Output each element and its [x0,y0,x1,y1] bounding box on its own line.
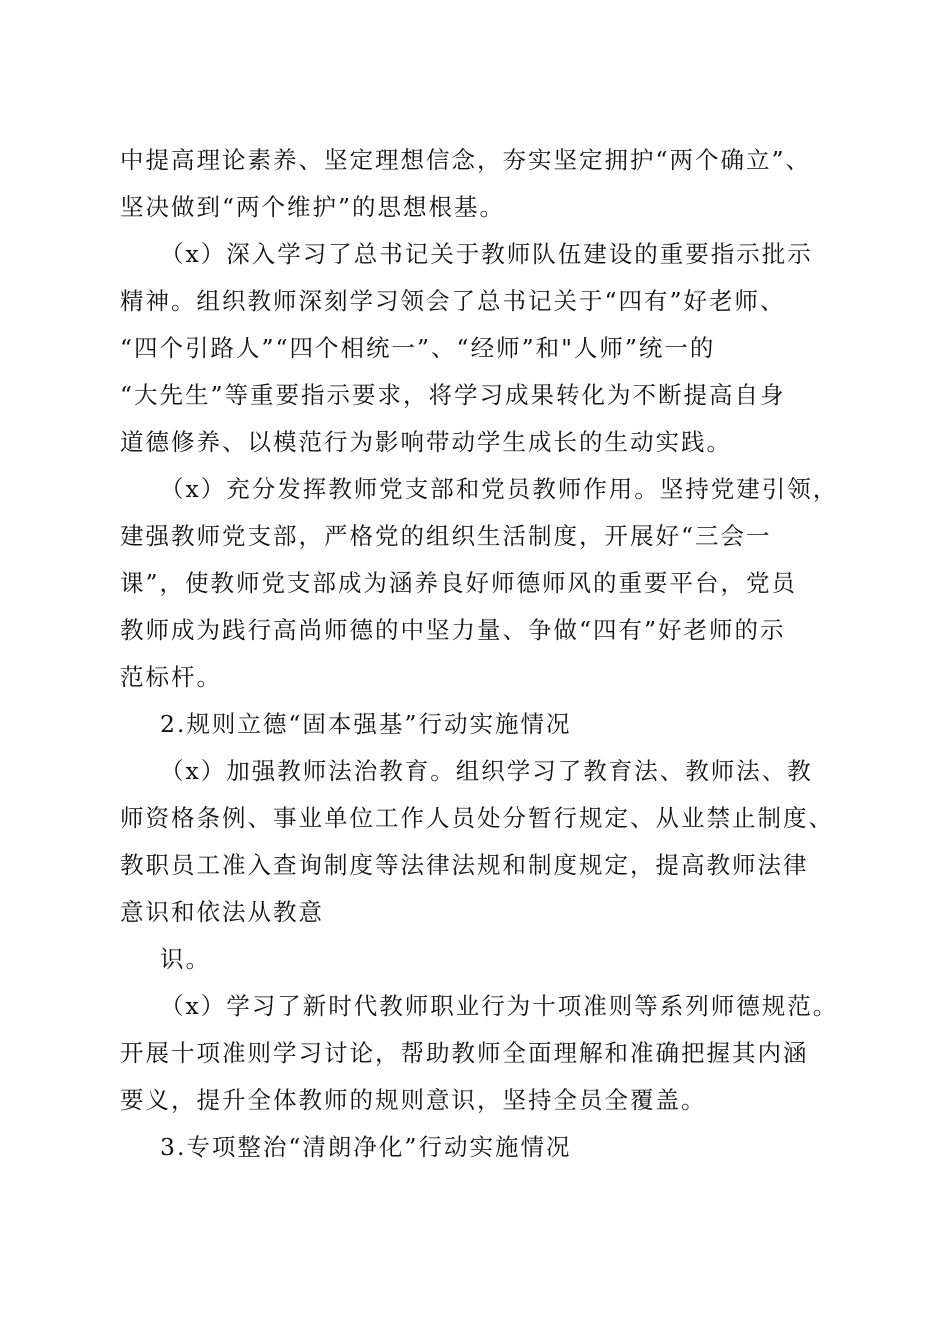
orphan-line: 识。 [160,945,211,973]
document-body [120,137,840,1171]
paragraph-start-line: （x）充分发挥教师党支部和党员教师作用。坚持党建引领， [160,475,839,503]
section-heading-2: 2.规则立德“固本强基”行动实施情况 [160,710,572,738]
body-line: 范标杆。 [120,663,222,691]
body-line: 坚决做到“两个维护”的思想根基。 [120,193,506,221]
body-line: 中提高理论素养、坚定理想信念，夯实坚定拥护“两个确立”、 [120,146,812,174]
body-line: 建强教师党支部，严格党的组织生活制度，开展好“三会一 [120,522,772,550]
body-line: 精神。组织教师深刻学习领会了总书记关于“四有”好老师、 [120,287,786,315]
body-line: 师资格条例、事业单位工作人员处分暂行规定、从业禁止制度、 [120,804,834,832]
body-line: 教师成为践行高尚师德的中坚力量、争做“四有”好老师的示 [120,616,786,644]
body-line: “四个引路人”“四个相统一”、“经师”和"人师”统一的 [120,334,716,362]
paragraph-start-line: （x）深入学习了总书记关于教师队伍建设的重要指示批示 [160,240,813,268]
body-line: 道德修养、以模范行为影响带动学生成长的生动实践。 [120,428,732,456]
paragraph-start-line: （x）加强教师法治教育。组织学习了教育法、教师法、教 [160,757,813,785]
body-line: 开展十项准则学习讨论，帮助教师全面理解和准确把握其内涵 [120,1039,809,1067]
body-line: 要义，提升全体教师的规则意识，坚持全员全覆盖。 [120,1086,707,1114]
body-line: “大先生”等重要指示要求，将学习成果转化为不断提高自身 [120,381,786,409]
body-line: 课”，使教师党支部成为涵养良好师德师风的重要平台，党员 [120,569,798,597]
section-heading-3: 3.专项整治“清朗净化”行动实施情况 [160,1133,572,1161]
body-line: 教职员工准入查询制度等法律法规和制度规定，提高教师法律 [120,851,809,879]
paragraph-start-line: （x）学习了新时代教师职业行为十项准则等系列师德规范。 [160,992,839,1020]
body-line: 意识和依法从教意 [120,898,324,926]
